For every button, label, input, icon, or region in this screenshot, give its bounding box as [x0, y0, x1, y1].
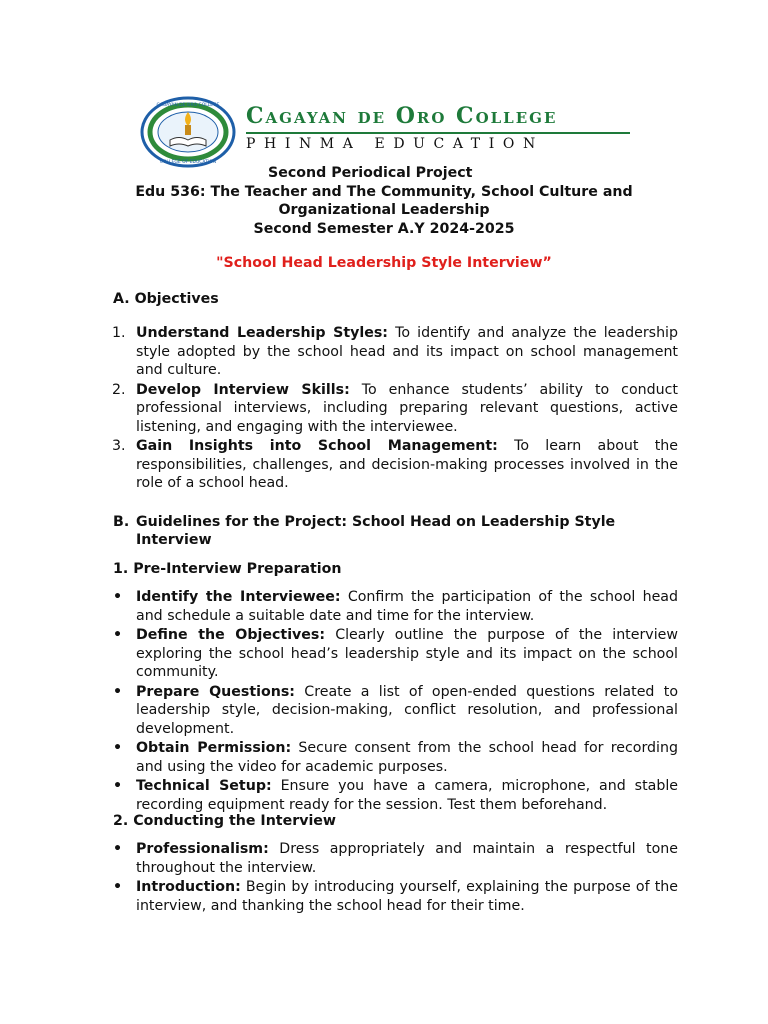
list-marker: • — [113, 778, 123, 794]
college-seal-icon — [140, 96, 236, 168]
project-period: Second Periodical Project — [268, 165, 473, 181]
item-text: To enhance students’ ability to conduct professional interviews, including preparing relevant questions, active listening, and engaging with the interviewee. — [136, 381, 678, 435]
section-a-heading: A. Objectives — [113, 291, 219, 307]
item-label: Identify the Interviewee: — [136, 589, 341, 605]
list-marker: 1. — [112, 325, 126, 341]
item-label: Develop Interview Skills: — [136, 381, 350, 398]
section-b-heading — [113, 513, 653, 549]
title-block — [110, 164, 658, 238]
section-b-title: Guidelines for the Project: School Head on Leadership Style Interview — [136, 514, 616, 548]
list-marker: • — [113, 683, 123, 700]
pre-interview-heading: 1. Pre-Interview Preparation — [113, 561, 342, 577]
objective-item — [110, 437, 678, 493]
item-label: Gain Insights into School Management: — [136, 438, 498, 454]
list-marker: • — [113, 740, 123, 756]
list-marker: • — [113, 841, 123, 857]
item-text: To learn about the responsibilities, challenges, and decision-making processes involved in the role of a school head. — [136, 438, 678, 491]
project-title: "School Head Leadership Style Interview” — [216, 255, 552, 271]
section-b-prefix: B. — [113, 514, 130, 530]
conducting-heading: 2. Conducting the Interview — [113, 813, 337, 829]
seal-text-bottom: COLLEGE OF EDUCATION — [159, 160, 217, 165]
item-label: Professionalism: — [136, 841, 269, 857]
conducting-item — [110, 878, 678, 915]
semester: Second Semester A.Y 2024-2025 — [253, 220, 515, 237]
list-marker: 2. — [112, 381, 126, 398]
objective-item — [110, 324, 678, 380]
item-label: Prepare Questions: — [136, 683, 295, 700]
list-marker: 3. — [112, 438, 126, 454]
college-subtitle: PHINMA EDUCATION — [246, 136, 544, 152]
objective-item — [110, 381, 678, 437]
item-text: Secure consent from the school head for recording and using the video for academic purposes. — [136, 740, 678, 775]
college-logo — [246, 100, 636, 152]
pre-interview-item — [110, 588, 678, 625]
item-label: Define the Objectives: — [136, 627, 326, 643]
item-label: Technical Setup: — [136, 778, 272, 794]
list-marker: • — [113, 879, 123, 895]
college-rule — [246, 132, 630, 134]
item-label: Introduction: — [136, 879, 241, 895]
item-text: Begin by introducing yourself, explaining the purpose of the interview, and thanking the school head for their time. — [136, 879, 678, 914]
item-text: Confirm the participation of the school head and schedule a suitable date and time for the interview. — [136, 589, 678, 624]
conducting-list — [110, 840, 678, 916]
item-text: To identify and analyze the leadership style adopted by the school head and its impact on school management and culture. — [136, 325, 679, 378]
item-text: Ensure you have a camera, microphone, and stable recording equipment ready for the session. Test them beforehand. — [136, 778, 678, 813]
objectives-list — [110, 324, 678, 494]
pre-interview-item — [110, 683, 678, 739]
pre-interview-item — [110, 777, 678, 814]
item-text: Clearly outline the purpose of the interview exploring the school head’s leadership style and its impact on the school community. — [136, 627, 678, 680]
item-text: Create a list of open-ended questions related to leadership style, decision-making, conflict resolution, and professional development. — [136, 683, 678, 737]
course-title-cont: Organizational Leadership — [278, 202, 490, 218]
seal-text-top: CAGAYAN DE ORO COLLEGE — [156, 103, 220, 108]
course-title: Edu 536: The Teacher and The Community, School Culture and — [135, 183, 633, 200]
conducting-item — [110, 840, 678, 877]
pre-interview-item — [110, 626, 678, 682]
item-label: Understand Leadership Styles: — [136, 325, 388, 341]
list-marker: • — [113, 627, 123, 643]
list-marker: • — [113, 589, 123, 605]
pre-interview-item — [110, 739, 678, 776]
college-name: Cagayan de Oro College — [246, 103, 558, 129]
item-text: Dress appropriately and maintain a respectful tone throughout the interview. — [136, 841, 678, 876]
item-label: Obtain Permission: — [136, 740, 292, 756]
pre-interview-list — [110, 588, 678, 815]
